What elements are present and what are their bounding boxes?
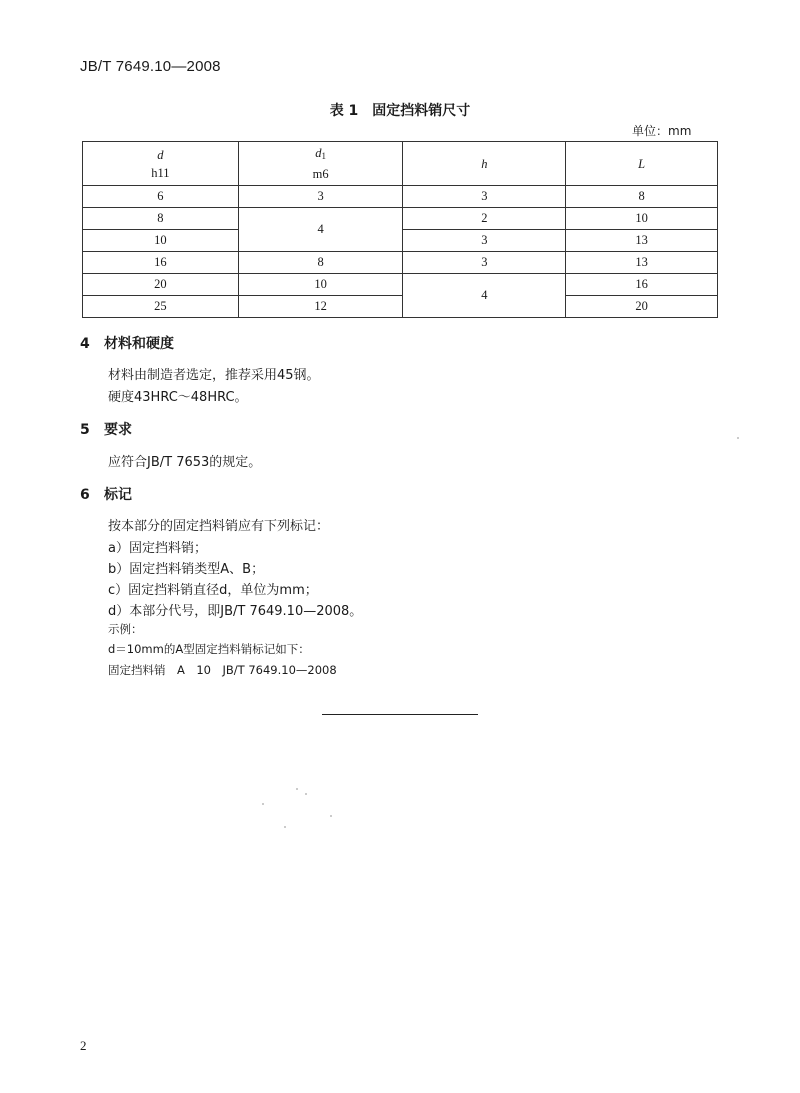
cell-d1-merged: 4 [238,208,403,252]
section-5-title: 要求 [104,422,132,438]
section-5-line-1: 应符合JB/T 7653的规定。 [108,455,262,470]
table-row [83,252,718,274]
scan-speck [737,437,739,439]
cell-d: 6 [83,186,239,208]
section-6-heading [80,484,132,504]
header-d-symbol: d [157,147,164,162]
scan-speck [284,826,286,828]
header-d1-subscript: 1 [321,151,326,161]
cell-d: 25 [83,296,239,318]
cell-L: 10 [566,208,718,230]
marking-item-b: b）固定挡料销类型A、B； [108,562,265,577]
cell-d: 20 [83,274,239,296]
header-d-tolerance: h11 [151,165,170,180]
page-number: 2 [80,1038,87,1053]
table-row [83,274,718,296]
section-6-number: 6 [80,487,90,503]
table-row [83,208,718,230]
scan-speck [330,815,332,817]
header-d [83,142,239,186]
cell-d: 8 [83,208,239,230]
cell-L: 13 [566,230,718,252]
header-h: h [403,142,566,186]
cell-d: 16 [83,252,239,274]
cell-h-merged: 4 [403,274,566,318]
table-title: 表 1 固定挡料销尺寸 [329,103,471,119]
end-rule [322,714,478,715]
header-L: L [566,142,718,186]
marking-item-d: d）本部分代号，即JB/T 7649.10—2008。 [108,604,363,619]
cell-h: 2 [403,208,566,230]
cell-h: 3 [403,230,566,252]
example-description: d＝10mm的A型固定挡料销标记如下： [108,642,310,656]
header-d1-symbol: d [315,146,322,160]
table-row [83,186,718,208]
cell-L: 8 [566,186,718,208]
cell-L: 13 [566,252,718,274]
cell-h: 3 [403,186,566,208]
section-4-number: 4 [80,336,90,352]
table-row [83,296,718,318]
scan-speck [296,788,298,790]
marking-item-a: a）固定挡料销； [108,541,207,556]
example-label: 示例： [108,622,143,636]
cell-L: 20 [566,296,718,318]
example-marking: 固定挡料销 A 10 JB/T 7649.10—2008 [108,663,337,677]
cell-d: 10 [83,230,239,252]
section-4-line-2: 硬度43HRC～48HRC。 [108,390,248,405]
scan-speck [305,793,307,795]
scan-speck [262,803,264,805]
document-code-header: JB/T 7649.10—2008 [80,58,221,75]
cell-h: 3 [403,252,566,274]
cell-d1: 10 [238,274,403,296]
table-unit-label: 单位：mm [632,124,692,138]
marking-item-c: c）固定挡料销直径d，单位为mm； [108,583,318,598]
table-header-row [83,142,718,186]
cell-d1: 8 [238,252,403,274]
section-5-number: 5 [80,422,90,438]
section-5-heading [80,419,132,439]
cell-d1: 12 [238,296,403,318]
header-d1 [238,142,403,186]
cell-d1: 3 [238,186,403,208]
section-4-heading [80,333,174,353]
dimension-table [82,141,718,318]
header-d1-tolerance: m6 [312,167,329,181]
section-6-intro: 按本部分的固定挡料销应有下列标记： [108,519,330,534]
section-4-title: 材料和硬度 [104,336,174,352]
section-4-line-1: 材料由制造者选定，推荐采用45钢。 [108,368,320,383]
cell-L: 16 [566,274,718,296]
section-6-title: 标记 [104,487,132,503]
